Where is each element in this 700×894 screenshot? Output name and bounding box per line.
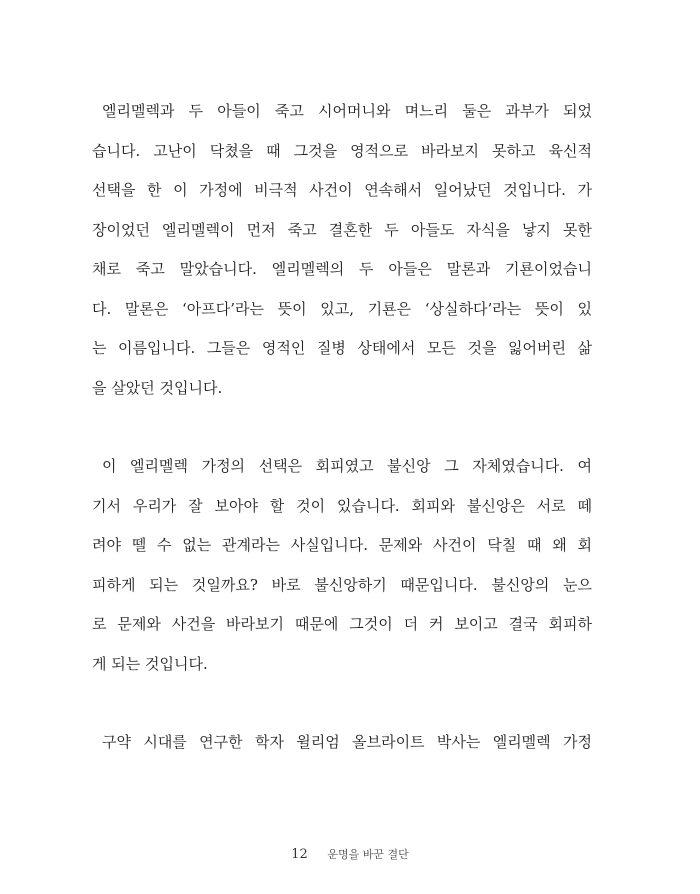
text-line: 엘리멜렉과 두 아들이 죽고 시어머니와 며느리 둘은 과부가 되었 bbox=[102, 102, 592, 120]
text-line: 이 엘리멜렉 가정의 선택은 회피였고 불신앙 그 자체였습니다. 여 bbox=[102, 457, 592, 475]
text-line: 게 되는 것입니다. bbox=[92, 654, 208, 673]
paragraph-2 bbox=[92, 447, 592, 684]
text-line: 선택을 한 이 가정에 비극적 사건이 연속해서 일어났던 것입니다. 가 bbox=[92, 181, 592, 199]
text-line: 채로 죽고 말았습니다. 엘리멜렉의 두 아들은 말론과 기룐이었습니 bbox=[92, 260, 592, 278]
text-line: 기서 우리가 잘 보아야 할 것이 있습니다. 회피와 불신앙은 서로 떼 bbox=[92, 496, 592, 515]
text-line: 로 문제와 사건을 바라보기 때문에 그것이 더 커 보이고 결국 회피하 bbox=[92, 615, 592, 633]
text-line: 습니다. 고난이 닥쳤을 때 그것을 영적으로 바라보지 못하고 육신적 bbox=[92, 141, 592, 160]
paragraph-1 bbox=[92, 92, 592, 408]
running-title: 운명을 바꾼 결단 bbox=[327, 848, 409, 861]
text-line: 구약 시대를 연구한 학자 윌리엄 올브라이트 박사는 엘리멜렉 가정 bbox=[102, 733, 592, 751]
text-line: 다. 말론은 ‘아프다’라는 뜻이 있고, 기룐은 ‘상실하다’라는 뜻이 있 bbox=[92, 299, 592, 318]
page-footer bbox=[0, 846, 700, 862]
body-text bbox=[92, 92, 592, 763]
paragraph-3 bbox=[92, 723, 592, 763]
page-number: 12 bbox=[291, 847, 308, 862]
text-line: 을 살았던 것입니다. bbox=[92, 378, 223, 397]
text-line: 는 이름입니다. 그들은 영적인 질병 상태에서 모든 것을 잃어버린 삶 bbox=[92, 339, 592, 357]
text-line: 피하게 되는 것일까요? 바로 불신앙하기 때문입니다. 불신앙의 눈으 bbox=[92, 575, 592, 594]
text-line: 려야 뗄 수 없는 관계라는 사실입니다. 문제와 사건이 닥칠 때 왜 회 bbox=[92, 536, 592, 554]
text-line: 장이었던 엘리멜렉이 먼저 죽고 결혼한 두 아들도 자식을 낳지 못한 bbox=[92, 220, 592, 239]
